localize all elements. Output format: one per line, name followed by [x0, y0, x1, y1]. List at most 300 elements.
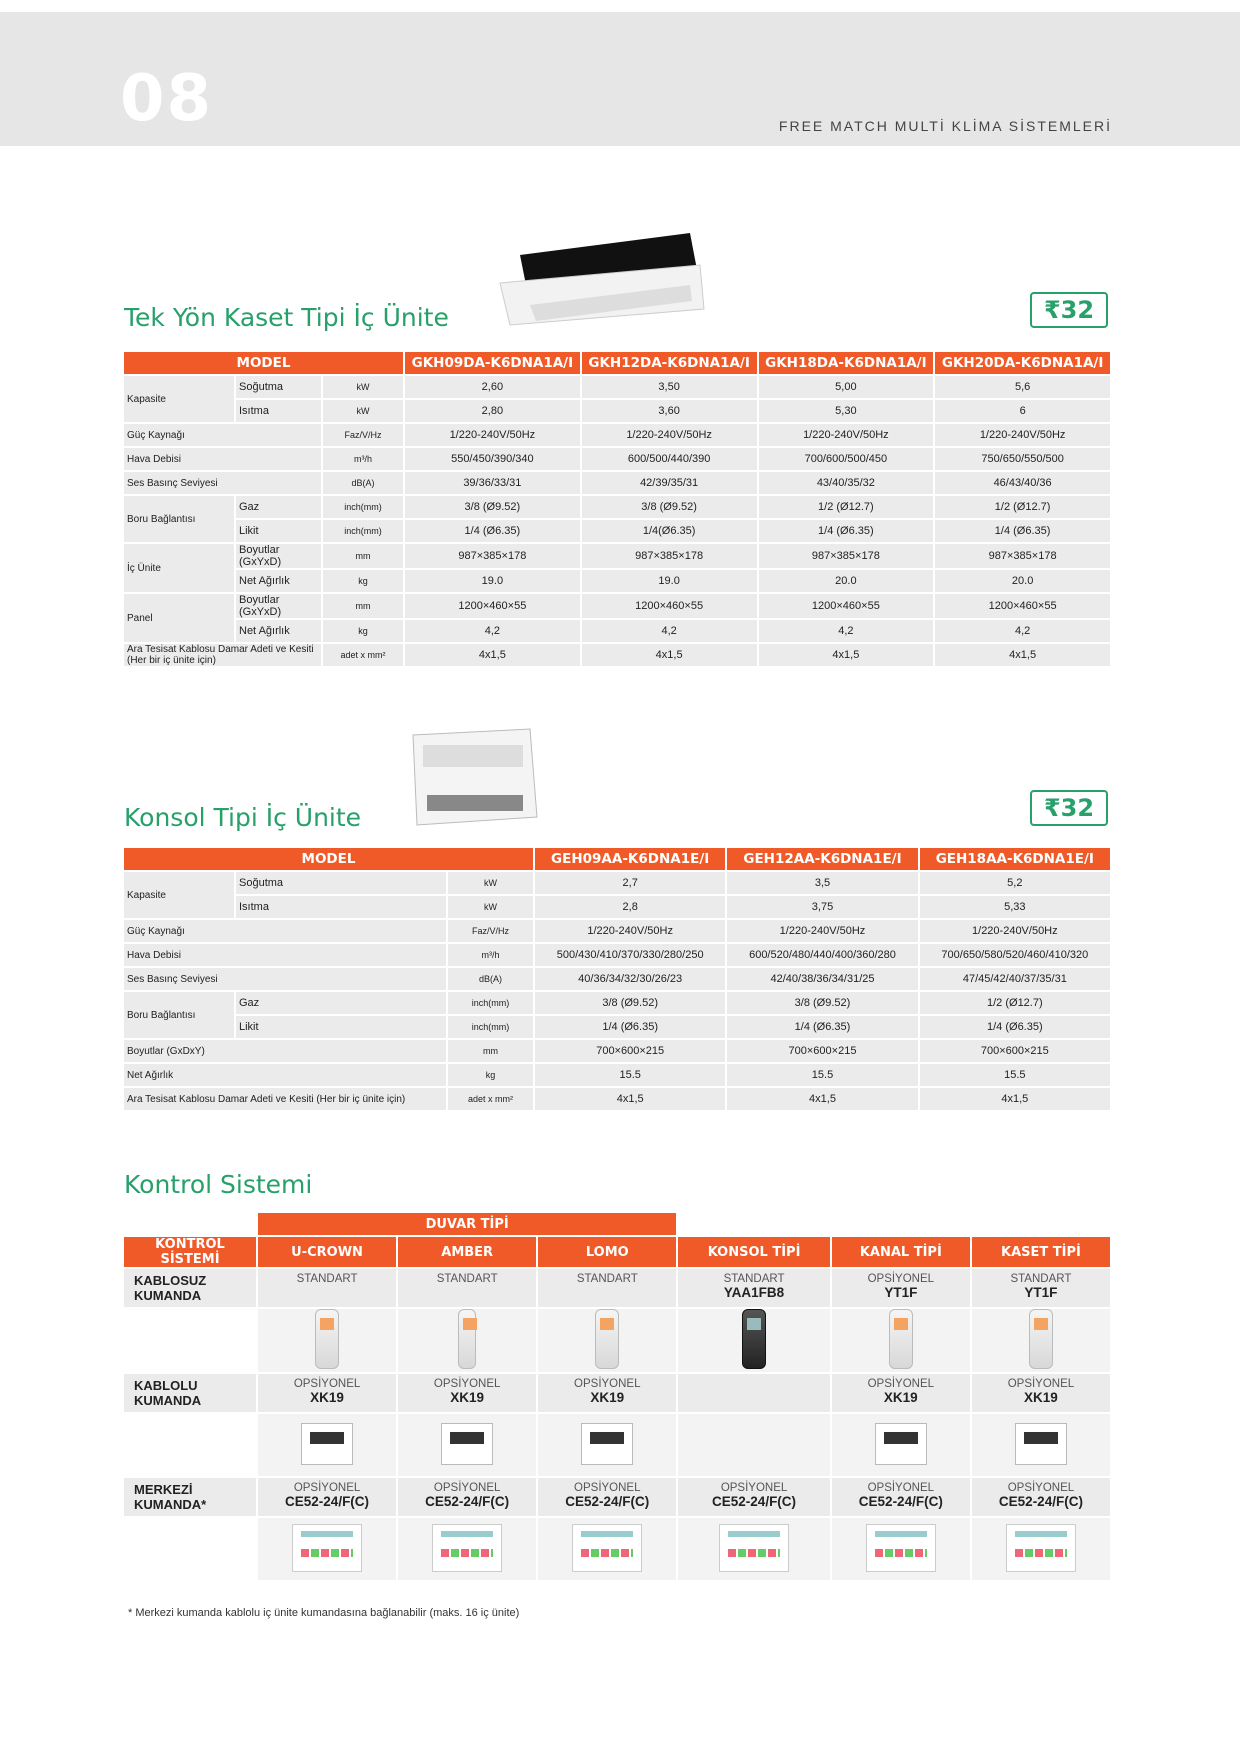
- control-cell: [258, 1374, 396, 1412]
- control-code: YT1F: [1024, 1285, 1058, 1300]
- control-cell: [538, 1269, 676, 1307]
- spec-value: 19.0: [405, 570, 580, 592]
- spec-value: 15.5: [535, 1064, 725, 1086]
- control-code: XK19: [310, 1390, 344, 1405]
- spec-value: 2,60: [405, 376, 580, 398]
- controller-bar: [301, 1531, 353, 1537]
- sec1-badge: ₹32: [1030, 292, 1108, 328]
- row-sub-label: Soğutma: [236, 376, 321, 398]
- spec-value: 3,60: [582, 400, 757, 422]
- duvar-tipi-header: DUVAR TİPİ: [258, 1213, 676, 1235]
- row-group-label: Panel: [124, 594, 234, 642]
- row-sub-label: Net Ağırlık: [236, 570, 321, 592]
- row-unit: m³/h: [323, 448, 403, 470]
- spec-row: [124, 520, 1110, 542]
- control-header-row: [124, 1237, 1110, 1267]
- control-code: XK19: [1024, 1390, 1058, 1405]
- control-image-cell: [398, 1309, 536, 1372]
- row-unit: kg: [448, 1064, 533, 1086]
- control-cell: [832, 1374, 970, 1412]
- row-unit: adet x mm²: [448, 1088, 533, 1110]
- spec-value: 4,2: [405, 620, 580, 642]
- spec-value: 1/2 (Ø12.7): [759, 496, 934, 518]
- control-code: XK19: [590, 1390, 625, 1405]
- model-col: GKH20DA-K6DNA1A/I: [935, 352, 1110, 374]
- spec-value: 1/220-240V/50Hz: [535, 920, 725, 942]
- spec-row: [124, 1064, 1110, 1086]
- row-group-label: Ses Basınç Seviyesi: [124, 968, 446, 990]
- controller-buttons: [441, 1549, 493, 1557]
- spec-value: 47/45/42/40/37/35/31: [920, 968, 1110, 990]
- row-unit: kg: [323, 620, 403, 642]
- row-group-label: Güç Kaynağı: [124, 424, 321, 446]
- control-header-col: LOMO: [538, 1237, 676, 1267]
- remote-control-image: [1029, 1309, 1053, 1369]
- controller-buttons: [728, 1549, 780, 1557]
- row-group-label: Boru Bağlantısı: [124, 992, 234, 1038]
- row-group-label: Ara Tesisat Kablosu Damar Adeti ve Kesiti (Her bir iç ünite için): [124, 1088, 446, 1110]
- remote-control-image: [458, 1309, 476, 1369]
- control-image-row: [124, 1309, 1110, 1372]
- controller-bar: [728, 1531, 780, 1537]
- central-controller-image: [572, 1524, 642, 1572]
- row-unit: mm: [323, 544, 403, 568]
- control-row-label: KABLOLU KUMANDA: [124, 1374, 256, 1412]
- controller-buttons: [301, 1549, 353, 1557]
- spec-row: [124, 544, 1110, 568]
- control-option: OPSİYONEL: [433, 1378, 501, 1390]
- control-cell: [258, 1478, 396, 1516]
- spec-row: [124, 594, 1110, 618]
- spec-value: 3/8 (Ø9.52): [535, 992, 725, 1014]
- spec-value: 600/520/480/440/400/360/280: [727, 944, 917, 966]
- control-option: OPSİYONEL: [433, 1482, 501, 1494]
- control-option: STANDART: [723, 1273, 785, 1285]
- spec-value: 1/2 (Ø12.7): [935, 496, 1110, 518]
- control-code: CE52-24/F(C): [998, 1494, 1083, 1509]
- central-controller-image: [432, 1524, 502, 1572]
- spec-value: 1200×460×55: [759, 594, 934, 618]
- spec-value: 4x1,5: [920, 1088, 1110, 1110]
- control-image-cell: [258, 1309, 396, 1372]
- spec-row: [124, 968, 1110, 990]
- row-group-label: Net Ağırlık: [124, 1064, 446, 1086]
- control-code: CE52-24/F(C): [858, 1494, 943, 1509]
- row-unit: inch(mm): [323, 496, 403, 518]
- spec-value: 4x1,5: [405, 644, 580, 666]
- control-image-cell: [538, 1309, 676, 1372]
- spec-row: [124, 472, 1110, 494]
- remote-control-image: [889, 1309, 913, 1369]
- control-cell: [678, 1374, 829, 1412]
- control-code: CE52-24/F(C): [285, 1494, 370, 1509]
- spec-value: 3/8 (Ø9.52): [405, 496, 580, 518]
- row-sub-label: Likit: [236, 1016, 446, 1038]
- spec-row: [124, 920, 1110, 942]
- spec-value: 1200×460×55: [935, 594, 1110, 618]
- row-group-label: Ses Basınç Seviyesi: [124, 472, 321, 494]
- row-group-label: Güç Kaynağı: [124, 920, 446, 942]
- spec-row: [124, 896, 1110, 918]
- spec-value: 3,75: [727, 896, 917, 918]
- controller-buttons: [581, 1549, 633, 1557]
- spec-row: [124, 448, 1110, 470]
- spec-row: [124, 400, 1110, 422]
- remote-screen: [320, 1318, 334, 1330]
- control-code: XK19: [450, 1390, 485, 1405]
- control-option: STANDART: [576, 1273, 638, 1285]
- control-row: [124, 1374, 1110, 1412]
- remote-screen: [894, 1318, 908, 1330]
- row-unit: mm: [323, 594, 403, 618]
- control-option: OPSİYONEL: [867, 1378, 935, 1390]
- control-cell: [538, 1374, 676, 1412]
- control-cell: [972, 1478, 1110, 1516]
- spec-value: 20.0: [759, 570, 934, 592]
- control-image-cell: [832, 1518, 970, 1580]
- row-group-label: Hava Debisi: [124, 944, 446, 966]
- row-unit: kW: [448, 872, 533, 894]
- control-option: OPSİYONEL: [293, 1378, 361, 1390]
- control-image-cell: [678, 1518, 829, 1580]
- spec-value: 4x1,5: [727, 1088, 917, 1110]
- spec-value: 2,7: [535, 872, 725, 894]
- table-header-row: [124, 352, 1110, 374]
- row-unit: mm: [448, 1040, 533, 1062]
- controller-screen: [310, 1432, 344, 1444]
- control-image-cell: [398, 1518, 536, 1580]
- spec-value: 1/4 (Ø6.35): [535, 1016, 725, 1038]
- section1-title: Tek Yön Kaset Tipi İç Ünite: [124, 303, 449, 332]
- spec-value: 2,80: [405, 400, 580, 422]
- control-code: CE52-24/F(C): [425, 1494, 510, 1509]
- spec-value: 1/220-240V/50Hz: [935, 424, 1110, 446]
- cassette-unit-image: [490, 225, 710, 335]
- spec-value: 6: [935, 400, 1110, 422]
- model-header: MODEL: [124, 848, 533, 870]
- row-group-label: Kapasite: [124, 872, 234, 918]
- spec-value: 42/40/38/36/34/31/25: [727, 968, 917, 990]
- control-header-col: KANAL TİPİ: [832, 1237, 970, 1267]
- spec-row: [124, 570, 1110, 592]
- spec-value: 3,5: [727, 872, 917, 894]
- spec-value: 750/650/550/500: [935, 448, 1110, 470]
- row-unit: Faz/V/Hz: [448, 920, 533, 942]
- control-cell: [678, 1269, 829, 1307]
- spec-value: 15.5: [727, 1064, 917, 1086]
- row-unit: kW: [448, 896, 533, 918]
- spec-value: 1/4 (Ø6.35): [405, 520, 580, 542]
- spec-value: 987×385×178: [935, 544, 1110, 568]
- spec-value: 5,33: [920, 896, 1110, 918]
- row-sub-label: Net Ağırlık: [236, 620, 321, 642]
- control-header-col: KONSOL TİPİ: [678, 1237, 829, 1267]
- row-group-label: Kapasite: [124, 376, 234, 422]
- model-col: GKH12DA-K6DNA1A/I: [582, 352, 757, 374]
- control-image-cell: [678, 1309, 829, 1372]
- remote-screen: [747, 1318, 761, 1330]
- controller-bar: [441, 1531, 493, 1537]
- control-code: YAA1FB8: [723, 1285, 785, 1300]
- spec-value: 1/4 (Ø6.35): [727, 1016, 917, 1038]
- control-image-cell: [398, 1414, 536, 1476]
- spec-value: 1/220-240V/50Hz: [759, 424, 934, 446]
- control-cell: [258, 1269, 396, 1307]
- controller-screen: [884, 1432, 918, 1444]
- spec-value: 987×385×178: [759, 544, 934, 568]
- central-controller-image: [1006, 1524, 1076, 1572]
- spec-value: 600/500/440/390: [582, 448, 757, 470]
- spec-value: 5,6: [935, 376, 1110, 398]
- spec-value: 1/4 (Ø6.35): [935, 520, 1110, 542]
- spec-value: 42/39/35/31: [582, 472, 757, 494]
- remote-control-image: [742, 1309, 766, 1369]
- control-system-table: [122, 1211, 1112, 1582]
- control-header-col: AMBER: [398, 1237, 536, 1267]
- control-option: STANDART: [436, 1273, 498, 1285]
- spec-value: 4x1,5: [535, 1088, 725, 1110]
- central-controller-image: [719, 1524, 789, 1572]
- control-cell: [678, 1478, 829, 1516]
- control-option: OPSİYONEL: [867, 1273, 935, 1285]
- control-code: CE52-24/F(C): [565, 1494, 650, 1509]
- spec-value: 20.0: [935, 570, 1110, 592]
- row-sub-label: Boyutlar (GxYxD): [236, 594, 321, 618]
- spec-value: 1/220-240V/50Hz: [727, 920, 917, 942]
- spec-value: 1200×460×55: [582, 594, 757, 618]
- controller-buttons: [875, 1549, 927, 1557]
- control-image-cell: [972, 1518, 1110, 1580]
- control-image-spacer: [124, 1309, 256, 1372]
- row-sub-label: Soğutma: [236, 872, 446, 894]
- row-unit: kg: [323, 570, 403, 592]
- row-unit: dB(A): [323, 472, 403, 494]
- spec-value: 500/430/410/370/330/280/250: [535, 944, 725, 966]
- spec-value: 1/4(Ø6.35): [582, 520, 757, 542]
- control-cell: [398, 1374, 536, 1412]
- control-option: OPSİYONEL: [867, 1482, 935, 1494]
- row-sub-label: Likit: [236, 520, 321, 542]
- spec-value: 700/650/580/520/460/410/320: [920, 944, 1110, 966]
- control-cell: [398, 1269, 536, 1307]
- spec-row: [124, 424, 1110, 446]
- control-cell: [832, 1269, 970, 1307]
- control-image-row: [124, 1414, 1110, 1476]
- footnote: * Merkezi kumanda kablolu iç ünite kumandasına bağlanabilir (maks. 16 iç ünite): [128, 1607, 520, 1619]
- cassette-spec-table: [122, 350, 1112, 668]
- control-header-col: KONTROL SİSTEMİ: [124, 1237, 256, 1267]
- control-header-col: KASET TİPİ: [972, 1237, 1110, 1267]
- spec-value: 700×600×215: [535, 1040, 725, 1062]
- spec-value: 700/600/500/450: [759, 448, 934, 470]
- control-option: OPSİYONEL: [1007, 1378, 1075, 1390]
- row-unit: inch(mm): [448, 992, 533, 1014]
- control-option: [681, 1374, 826, 1378]
- spec-value: 1200×460×55: [405, 594, 580, 618]
- control-image-cell: [678, 1414, 829, 1476]
- control-image-spacer: [124, 1518, 256, 1580]
- spec-value: 1/4 (Ø6.35): [759, 520, 934, 542]
- control-cell: [538, 1478, 676, 1516]
- spec-value: 19.0: [582, 570, 757, 592]
- spec-value: 4x1,5: [759, 644, 934, 666]
- controller-screen: [590, 1432, 624, 1444]
- spec-row: [124, 620, 1110, 642]
- spec-value: 700×600×215: [727, 1040, 917, 1062]
- control-option: STANDART: [296, 1273, 358, 1285]
- row-unit: adet x mm²: [323, 644, 403, 666]
- control-code: CE52-24/F(C): [712, 1494, 797, 1509]
- spec-value: 550/450/390/340: [405, 448, 580, 470]
- table-header-row: [124, 848, 1110, 870]
- spec-value: 3/8 (Ø9.52): [727, 992, 917, 1014]
- model-col: GEH09AA-K6DNA1E/I: [535, 848, 725, 870]
- wired-controller-image: [875, 1423, 927, 1465]
- control-option: OPSİYONEL: [1007, 1482, 1075, 1494]
- remote-screen: [463, 1318, 477, 1330]
- control-cell: [972, 1269, 1110, 1307]
- spec-row: [124, 1088, 1110, 1110]
- spec-value: 39/36/33/31: [405, 472, 580, 494]
- row-group-label: Hava Debisi: [124, 448, 321, 470]
- spec-value: 15.5: [920, 1064, 1110, 1086]
- control-header-col: U-CROWN: [258, 1237, 396, 1267]
- control-image-cell: [538, 1518, 676, 1580]
- control-cell: [398, 1478, 536, 1516]
- model-col: GEH18AA-K6DNA1E/I: [920, 848, 1110, 870]
- row-sub-label: Isıtma: [236, 896, 446, 918]
- control-image-row: [124, 1518, 1110, 1580]
- row-unit: m³/h: [448, 944, 533, 966]
- control-cell: [832, 1478, 970, 1516]
- spec-value: 4,2: [935, 620, 1110, 642]
- control-image-cell: [832, 1309, 970, 1372]
- row-sub-label: Boyutlar (GxYxD): [236, 544, 321, 568]
- page-number: 08: [120, 62, 214, 136]
- spec-value: 5,00: [759, 376, 934, 398]
- sec2-badge: ₹32: [1030, 790, 1108, 826]
- model-col: GEH12AA-K6DNA1E/I: [727, 848, 917, 870]
- central-controller-image: [292, 1524, 362, 1572]
- controller-screen: [1024, 1432, 1058, 1444]
- spec-value: 1/220-240V/50Hz: [582, 424, 757, 446]
- spec-value: 1/220-240V/50Hz: [405, 424, 580, 446]
- wired-controller-image: [441, 1423, 493, 1465]
- spec-value: 2,8: [535, 896, 725, 918]
- control-row-label: KABLOSUZ KUMANDA: [124, 1269, 256, 1307]
- control-row-label: MERKEZİ KUMANDA*: [124, 1478, 256, 1516]
- console-spec-table: [122, 846, 1112, 1112]
- spec-value: 3,50: [582, 376, 757, 398]
- row-sub-label: Gaz: [236, 992, 446, 1014]
- row-unit: kW: [323, 400, 403, 422]
- remote-control-image: [595, 1309, 619, 1369]
- spec-row: [124, 992, 1110, 1014]
- control-option: OPSİYONEL: [574, 1482, 641, 1494]
- model-col: GKH18DA-K6DNA1A/I: [759, 352, 934, 374]
- control-image-cell: [832, 1414, 970, 1476]
- model-header: MODEL: [124, 352, 403, 374]
- row-group-label: Ara Tesisat Kablosu Damar Adeti ve Kesiti (Her bir iç ünite için): [124, 644, 321, 666]
- control-option: OPSİYONEL: [574, 1378, 641, 1390]
- row-group-label: İç Ünite: [124, 544, 234, 592]
- control-code: YT1F: [884, 1285, 918, 1300]
- row-unit: kW: [323, 376, 403, 398]
- control-option: OPSİYONEL: [720, 1482, 788, 1494]
- control-row: [124, 1269, 1110, 1307]
- spec-value: 1/4 (Ø6.35): [920, 1016, 1110, 1038]
- wired-controller-image: [581, 1423, 633, 1465]
- spec-value: 5,30: [759, 400, 934, 422]
- control-image-cell: [972, 1414, 1110, 1476]
- row-group-label: Boru Bağlantısı: [124, 496, 234, 542]
- control-image-spacer: [124, 1414, 256, 1476]
- spec-row: [124, 644, 1110, 666]
- model-col: GKH09DA-K6DNA1A/I: [405, 352, 580, 374]
- remote-control-image: [315, 1309, 339, 1369]
- header-title: FREE MATCH MULTİ KLİMA SİSTEMLERİ: [778, 118, 1112, 134]
- controller-bar: [581, 1531, 633, 1537]
- control-cell: [972, 1374, 1110, 1412]
- control-option: OPSİYONEL: [293, 1482, 361, 1494]
- spec-value: 46/43/40/36: [935, 472, 1110, 494]
- spec-value: 5,2: [920, 872, 1110, 894]
- row-sub-label: Gaz: [236, 496, 321, 518]
- spec-row: [124, 376, 1110, 398]
- control-option: STANDART: [1010, 1273, 1072, 1285]
- spec-value: 4,2: [582, 620, 757, 642]
- controller-buttons: [1015, 1549, 1067, 1557]
- controller-screen: [450, 1432, 484, 1444]
- remote-screen: [1034, 1318, 1048, 1330]
- row-group-label: Boyutlar (GxDxY): [124, 1040, 446, 1062]
- wired-controller-image: [301, 1423, 353, 1465]
- row-unit: inch(mm): [323, 520, 403, 542]
- spec-value: 4x1,5: [582, 644, 757, 666]
- control-image-cell: [538, 1414, 676, 1476]
- remote-screen: [600, 1318, 614, 1330]
- spec-value: 987×385×178: [582, 544, 757, 568]
- row-sub-label: Isıtma: [236, 400, 321, 422]
- central-controller-image: [866, 1524, 936, 1572]
- wired-controller-image: [1015, 1423, 1067, 1465]
- spec-row: [124, 1040, 1110, 1062]
- spec-value: 987×385×178: [405, 544, 580, 568]
- spec-row: [124, 1016, 1110, 1038]
- spec-value: 4x1,5: [935, 644, 1110, 666]
- control-image-cell: [972, 1309, 1110, 1372]
- spec-row: [124, 944, 1110, 966]
- control-row: [124, 1478, 1110, 1516]
- spec-row: [124, 872, 1110, 894]
- console-unit-image: [405, 725, 540, 830]
- spec-value: 1/220-240V/50Hz: [920, 920, 1110, 942]
- spec-row: [124, 496, 1110, 518]
- control-image-cell: [258, 1518, 396, 1580]
- section3-title: Kontrol Sistemi: [124, 1170, 313, 1199]
- spec-value: 700×600×215: [920, 1040, 1110, 1062]
- row-unit: dB(A): [448, 968, 533, 990]
- controller-bar: [875, 1531, 927, 1537]
- control-code: XK19: [883, 1390, 918, 1405]
- section2-title: Konsol Tipi İç Ünite: [124, 803, 362, 832]
- row-unit: inch(mm): [448, 1016, 533, 1038]
- spec-value: 4,2: [759, 620, 934, 642]
- spec-value: 43/40/35/32: [759, 472, 934, 494]
- controller-bar: [1015, 1531, 1067, 1537]
- spec-value: 3/8 (Ø9.52): [582, 496, 757, 518]
- row-unit: Faz/V/Hz: [323, 424, 403, 446]
